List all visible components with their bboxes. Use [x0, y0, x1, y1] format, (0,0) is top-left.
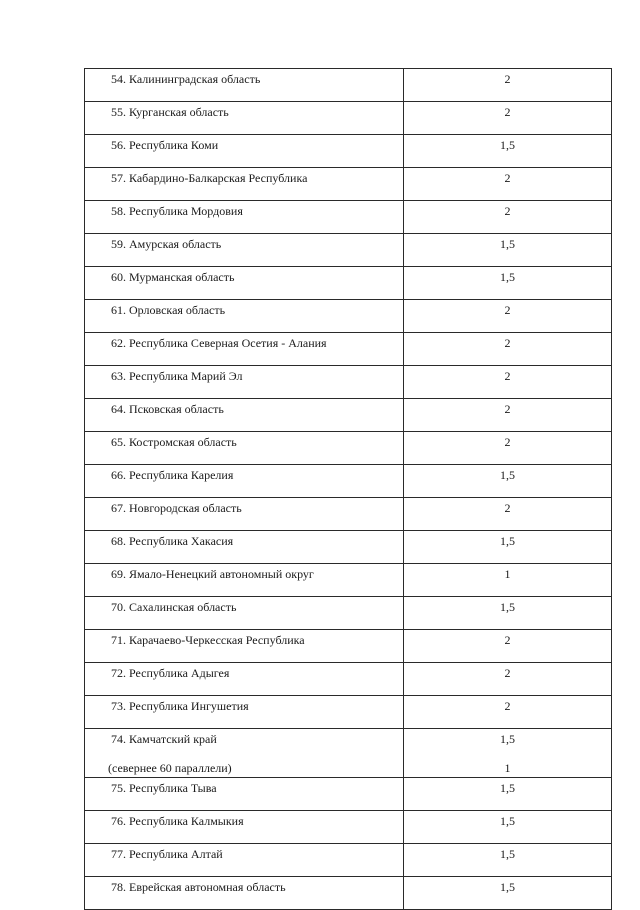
region-coefficient: 2	[404, 69, 612, 102]
region-name: 72. Республика Адыгея	[85, 663, 404, 696]
region-name-cell	[85, 729, 404, 778]
region-coefficient: 2	[404, 663, 612, 696]
table-row	[85, 300, 612, 333]
region-coefficient: 1,5	[404, 531, 612, 564]
region-coefficient: 1,5	[404, 465, 612, 498]
table-row	[85, 135, 612, 168]
table-row	[85, 333, 612, 366]
region-coefficient: 1,5	[404, 135, 612, 168]
region-name: 67. Новгородская область	[85, 498, 404, 531]
region-name: 55. Курганская область	[85, 102, 404, 135]
region-coefficient: 2	[404, 201, 612, 234]
table-row	[85, 844, 612, 877]
table-row	[85, 498, 612, 531]
region-name: 63. Республика Марий Эл	[85, 366, 404, 399]
region-name: 77. Республика Алтай	[85, 844, 404, 877]
region-name: 66. Республика Карелия	[85, 465, 404, 498]
table-row	[85, 366, 612, 399]
region-name: 64. Псковская область	[85, 399, 404, 432]
region-name: 75. Республика Тыва	[85, 778, 404, 811]
region-coefficient: 1,5	[404, 811, 612, 844]
region-coefficient: 1,5	[404, 877, 612, 910]
table-row	[85, 597, 612, 630]
table-row	[85, 811, 612, 844]
table-row	[85, 201, 612, 234]
table-row	[85, 432, 612, 465]
region-coefficient: 2	[404, 333, 612, 366]
region-name: 68. Республика Хакасия	[85, 531, 404, 564]
table-row	[85, 399, 612, 432]
region-coefficient: 1	[404, 564, 612, 597]
region-coefficient: 1,5	[404, 844, 612, 877]
region-name: 78. Еврейская автономная область	[85, 877, 404, 910]
region-name: 65. Костромская область	[85, 432, 404, 465]
table-row	[85, 564, 612, 597]
region-subcoefficient: 1	[504, 761, 511, 775]
table-row	[85, 696, 612, 729]
region-name: 54. Калининградская область	[85, 69, 404, 102]
region-name: 70. Сахалинская область	[85, 597, 404, 630]
region-name: 73. Республика Ингушетия	[85, 696, 404, 729]
region-subnote: (севернее 60 параллели)	[108, 761, 232, 775]
regions-table	[84, 68, 612, 910]
region-name: 57. Кабардино-Балкарская Республика	[85, 168, 404, 201]
table-row	[85, 102, 612, 135]
table-row	[85, 729, 612, 778]
region-name: 69. Ямало-Ненецкий автономный округ	[85, 564, 404, 597]
region-coefficient: 1,5	[404, 267, 612, 300]
table-row	[85, 168, 612, 201]
region-coefficient: 2	[404, 696, 612, 729]
region-coefficient: 2	[404, 300, 612, 333]
region-name: 62. Республика Северная Осетия - Алания	[85, 333, 404, 366]
region-name: 76. Республика Калмыкия	[85, 811, 404, 844]
region-coefficient: 2	[404, 630, 612, 663]
region-coefficient: 2	[404, 168, 612, 201]
table-row	[85, 465, 612, 498]
region-coefficient-cell	[404, 729, 612, 778]
region-name: 74. Камчатский край	[111, 732, 217, 746]
table-row	[85, 234, 612, 267]
region-name: 61. Орловская область	[85, 300, 404, 333]
region-coefficient: 2	[404, 399, 612, 432]
table-row	[85, 778, 612, 811]
region-coefficient: 1,5	[500, 732, 515, 746]
table-row	[85, 663, 612, 696]
region-coefficient: 2	[404, 432, 612, 465]
region-name: 59. Амурская область	[85, 234, 404, 267]
table-row	[85, 531, 612, 564]
region-name: 60. Мурманская область	[85, 267, 404, 300]
table-row	[85, 267, 612, 300]
region-coefficient: 2	[404, 102, 612, 135]
table-row	[85, 630, 612, 663]
region-name: 56. Республика Коми	[85, 135, 404, 168]
region-coefficient: 1,5	[404, 778, 612, 811]
region-name: 58. Республика Мордовия	[85, 201, 404, 234]
region-coefficient: 1,5	[404, 234, 612, 267]
table-row	[85, 69, 612, 102]
region-name: 71. Карачаево-Черкесская Республика	[85, 630, 404, 663]
region-coefficient: 1,5	[404, 597, 612, 630]
region-coefficient: 2	[404, 498, 612, 531]
region-coefficient: 2	[404, 366, 612, 399]
